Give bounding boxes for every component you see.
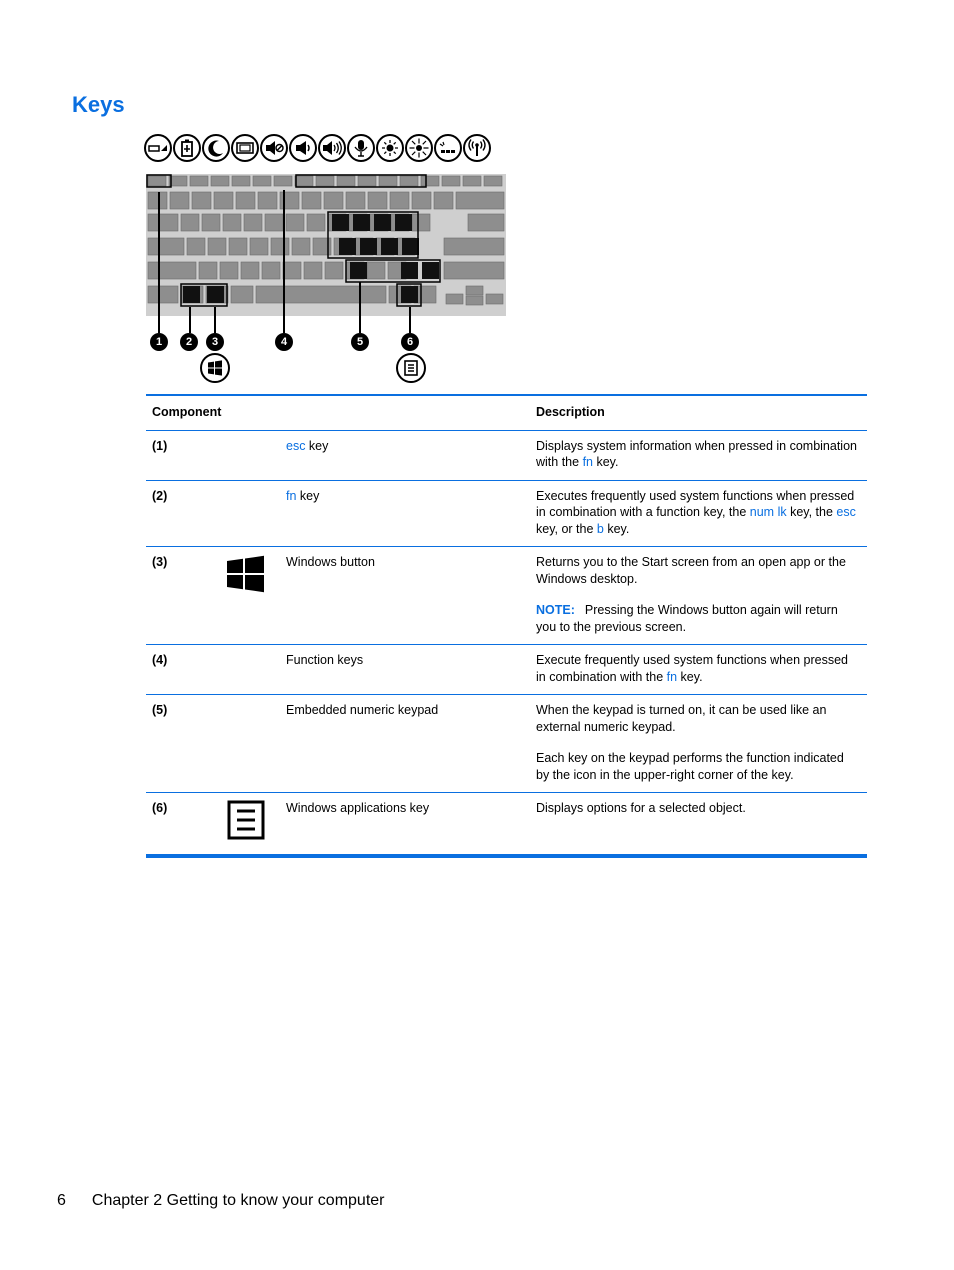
table-header bbox=[146, 396, 867, 431]
header-description: Description bbox=[536, 405, 605, 419]
page-footer bbox=[57, 1192, 385, 1210]
key-link[interactable]: esc bbox=[836, 505, 856, 519]
row-description: Execute frequently used system functions when pressed in combination with the fn key. bbox=[536, 653, 848, 684]
keyboard-figure bbox=[144, 132, 508, 388]
note bbox=[536, 602, 857, 635]
row-number: (4) bbox=[152, 653, 168, 667]
row-component: Function keys bbox=[286, 653, 364, 667]
row-icon-cell bbox=[220, 793, 286, 854]
table-row bbox=[146, 695, 867, 793]
table-row bbox=[146, 431, 867, 481]
table-row bbox=[146, 793, 867, 854]
table-row bbox=[146, 481, 867, 548]
windows-applications-key-icon bbox=[226, 800, 266, 840]
row-icon-cell bbox=[220, 431, 286, 480]
callouts bbox=[144, 132, 508, 388]
row-component: fn key bbox=[286, 488, 320, 503]
key-link[interactable]: num lk bbox=[749, 505, 787, 519]
row-description: Displays options for a selected object. bbox=[536, 801, 746, 815]
keys-table bbox=[146, 394, 867, 858]
header-component: Component bbox=[152, 405, 222, 419]
row-icon-cell bbox=[220, 547, 286, 644]
chapter-title: Chapter 2 Getting to know your computer bbox=[91, 1192, 385, 1209]
row-description: When the keypad is turned on, it can be used like an external numeric keypad. Each key on the keypad performs the function indicated by the icon in the upper-right corner of the key. bbox=[536, 703, 844, 782]
table-row bbox=[146, 547, 867, 645]
windows-logo-icon bbox=[200, 353, 230, 383]
windows-applications-key-icon bbox=[396, 353, 426, 383]
row-description: Displays system information when pressed in combination with the fn key. bbox=[536, 438, 857, 469]
callout-4: 4 bbox=[275, 333, 293, 351]
callout-1: 1 bbox=[150, 333, 168, 351]
callout-6: 6 bbox=[401, 333, 419, 351]
row-icon-cell bbox=[220, 481, 286, 547]
key-link[interactable]: fn bbox=[666, 669, 678, 684]
row-number: (1) bbox=[152, 438, 168, 453]
table-row bbox=[146, 645, 867, 695]
note-label: NOTE: bbox=[536, 603, 575, 617]
row-component: Windows applications key bbox=[286, 801, 430, 815]
key-link[interactable]: fn bbox=[582, 455, 593, 469]
key-link[interactable]: b bbox=[596, 521, 604, 536]
key-link[interactable]: fn bbox=[286, 488, 297, 503]
page-number: 6 bbox=[57, 1192, 66, 1209]
row-component: esc key bbox=[286, 438, 329, 453]
row-number: (2) bbox=[152, 488, 168, 503]
callout-2: 2 bbox=[180, 333, 198, 351]
note-text: Pressing the Windows button again will return you to the previous screen. bbox=[536, 603, 838, 634]
windows-logo-icon bbox=[226, 555, 266, 593]
row-icon-cell bbox=[220, 645, 286, 694]
row-component: Embedded numeric keypad bbox=[286, 703, 439, 717]
row-description: Executes frequently used system functions when pressed in combination with a function key, the num lk key, the esc key, or the b key. bbox=[536, 488, 856, 536]
row-number: (5) bbox=[152, 703, 168, 717]
key-link[interactable]: esc bbox=[286, 438, 306, 453]
row-description: Returns you to the Start screen from an open app or the Windows desktop. NOTE: Pressing the Windows button again will return you to the previous screen. bbox=[536, 547, 867, 644]
row-component: Windows button bbox=[286, 555, 375, 569]
page-title: Keys bbox=[72, 92, 125, 117]
callout-3: 3 bbox=[206, 333, 224, 351]
row-icon-cell bbox=[220, 695, 286, 792]
row-number: (3) bbox=[152, 555, 168, 569]
row-number: (6) bbox=[152, 801, 168, 815]
callout-5: 5 bbox=[351, 333, 369, 351]
